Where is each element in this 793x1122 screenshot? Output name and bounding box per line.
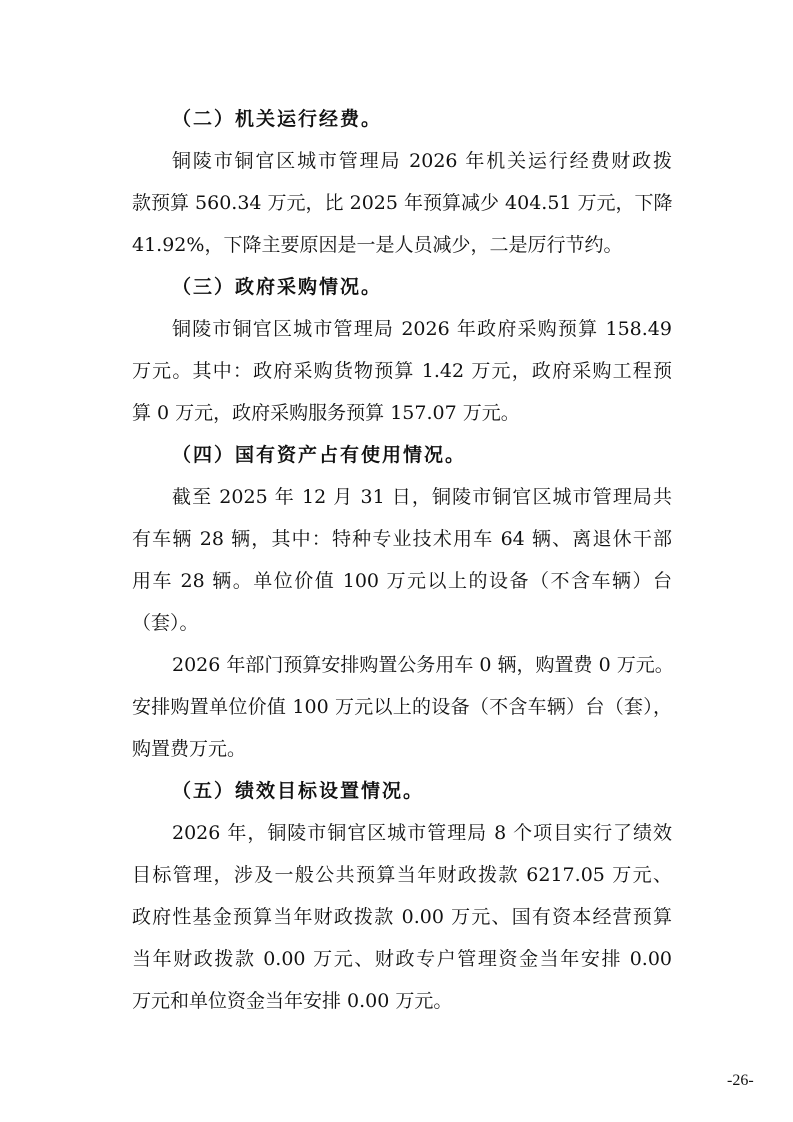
paragraph-line: 有车辆 28 辆，其中：特种专业技术用车 64 辆、离退休干部 xyxy=(132,528,672,550)
paragraph-line: 铜陵市铜官区城市管理局 2026 年政府采购预算 158.49 xyxy=(172,318,672,340)
section-heading-government-procurement: （三）政府采购情况。 xyxy=(172,276,383,298)
paragraph-performance-targets xyxy=(132,812,672,1022)
paragraph-line: 购置费万元。 xyxy=(132,738,247,760)
paragraph-line: 截至 2025 年 12 月 31 日，铜陵市铜官区城市管理局共 xyxy=(172,486,672,508)
paragraph-line: 目标管理，涉及一般公共预算当年财政拨款 6217.05 万元、 xyxy=(132,864,672,886)
paragraph-operating-expenses xyxy=(132,140,672,266)
paragraph-line: 款预算 560.34 万元，比 2025 年预算减少 404.51 万元，下降 xyxy=(132,192,673,214)
paragraph-line: 政府性基金预算当年财政拨款 0.00 万元、国有资本经营预算 xyxy=(132,906,672,928)
paragraph-line: 铜陵市铜官区城市管理局 2026 年机关运行经费财政拨 xyxy=(172,150,672,172)
paragraph-vehicle-purchase xyxy=(132,644,672,770)
paragraph-line: 41.92%，下降主要原因是一是人员减少，二是厉行节约。 xyxy=(132,234,623,256)
page-number: -26- xyxy=(727,1072,754,1089)
paragraph-government-procurement xyxy=(132,308,672,434)
document-body xyxy=(132,98,672,1022)
paragraph-line: 用车 28 辆。单位价值 100 万元以上的设备（不含车辆）台 xyxy=(132,570,672,592)
section-heading-state-assets: （四）国有资产占有使用情况。 xyxy=(172,444,467,466)
paragraph-line: 2026 年，铜陵市铜官区城市管理局 8 个项目实行了绩效 xyxy=(172,822,672,844)
paragraph-line: 2026 年部门预算安排购置公务用车 0 辆，购置费 0 万元。 xyxy=(172,654,674,676)
paragraph-line: （套）。 xyxy=(132,612,199,634)
section-heading-performance-targets: （五）绩效目标设置情况。 xyxy=(172,780,425,802)
paragraph-line: 当年财政拨款 0.00 万元、财政专户管理资金当年安排 0.00 xyxy=(132,948,672,970)
paragraph-line: 万元和单位资金当年安排 0.00 万元。 xyxy=(132,990,453,1012)
paragraph-line: 安排购置单位价值 100 万元以上的设备（不含车辆）台（套）， xyxy=(132,696,672,718)
paragraph-line: 算 0 万元，政府采购服务预算 157.07 万元。 xyxy=(132,402,520,424)
paragraph-state-assets xyxy=(132,476,672,644)
paragraph-line: 万元。其中：政府采购货物预算 1.42 万元，政府采购工程预 xyxy=(132,360,672,382)
section-heading-operating-expenses: （二）机关运行经费。 xyxy=(172,108,383,130)
